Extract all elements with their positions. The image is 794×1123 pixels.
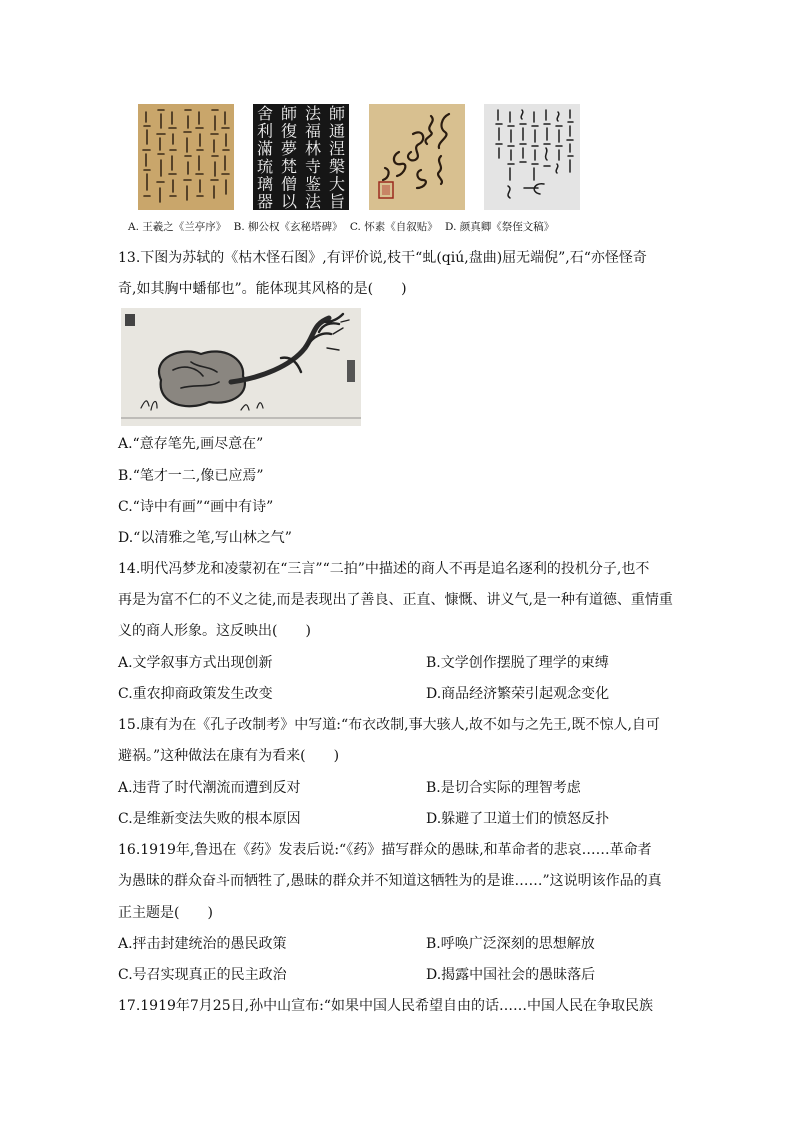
q15-stem-line1: 15.康有为在《孔子改制考》中写道:“布衣改制,事大骇人,故不如与之先王,既不惊人,自可 — [118, 717, 660, 733]
q15-option-c[interactable]: C.是维新变法失败的根本原因 — [118, 811, 301, 827]
rubbing-char: 僧 — [280, 174, 298, 194]
q15-stem-line2: 避祸。”这种做法在康有为看来( ) — [118, 748, 340, 764]
q16-option-a[interactable]: A.抨击封建统治的愚民政策 — [118, 936, 287, 952]
caption-d: D. 颜真卿《祭侄文稿》 — [445, 221, 555, 233]
rubbing-char: 復 — [280, 121, 298, 141]
calligraphy-captions — [128, 218, 648, 236]
q13-stem-line2: 奇,如其胸中蟠郁也”。能体现其风格的是( ) — [118, 281, 407, 297]
q14-option-a[interactable]: A.文学叙事方式出现创新 — [118, 655, 273, 671]
q16-stem-line2: 为愚昧的群众奋斗而牺牲了,愚昧的群众并不知道这牺牲为的是谁……”这说明该作品的真 — [118, 873, 662, 889]
q14-option-b[interactable]: B.文学创作摆脱了理学的束缚 — [426, 655, 609, 671]
rubbing-char: 舍 — [256, 104, 274, 123]
rubbing-char: 涅 — [328, 139, 346, 159]
rubbing-char: 琉 — [256, 156, 274, 176]
caption-c: C. 怀素《自叙贴》 — [349, 221, 438, 233]
q14-stem-line2: 再是为富不仁的不义之徒,而是表现出了善良、正直、慷慨、讲义气,是一种有道德、重情重 — [118, 592, 673, 608]
rubbing-char: 通 — [328, 121, 346, 141]
xuanmita-image — [253, 104, 349, 210]
rubbing-char: 利 — [256, 121, 274, 141]
q13-option-d[interactable]: D.“以清雅之笔,写山林之气” — [118, 530, 292, 546]
q14-option-d[interactable]: D.商品经济繁荣引起观念变化 — [426, 686, 610, 702]
kumu-guaishi-painting — [121, 308, 361, 426]
q13-option-b[interactable]: B.“笔才一二,像已应焉” — [118, 468, 264, 484]
rubbing-char: 福 — [304, 121, 322, 141]
rubbing-char: 大 — [328, 174, 346, 194]
rubbing-char: 器 — [256, 192, 274, 210]
caption-b: B. 柳公权《玄秘塔碑》 — [233, 221, 343, 233]
jizhiwengao-image — [484, 104, 580, 210]
rubbing-char: 槃 — [328, 156, 346, 176]
rubbing-char: 以 — [280, 192, 298, 210]
rubbing-char: 梵 — [280, 156, 298, 176]
rubbing-char: 旨 — [328, 192, 346, 210]
rubbing-char: 滿 — [256, 139, 274, 159]
rubbing-char: 林 — [304, 139, 322, 159]
q14-stem-line3: 义的商人形象。这反映出( ) — [118, 623, 311, 639]
zixutie-image — [369, 104, 465, 210]
rubbing-char: 法 — [304, 192, 322, 210]
q15-option-b[interactable]: B.是切合实际的理智考虑 — [426, 780, 581, 796]
q14-option-c[interactable]: C.重农抑商政策发生改变 — [118, 686, 273, 702]
q16-stem-line3: 正主题是( ) — [118, 905, 213, 921]
rubbing-char: 鉴 — [304, 174, 322, 194]
rubbing-char: 師 — [280, 104, 298, 123]
q16-option-d[interactable]: D.揭露中国社会的愚昧落后 — [426, 967, 596, 983]
q13-option-a[interactable]: A.“意存笔先,画尽意在” — [118, 436, 264, 452]
q15-option-d[interactable]: D.躲避了卫道士们的愤怒反扑 — [426, 811, 610, 827]
q13-stem-line1: 13.下图为苏轼的《枯木怪石图》,有评价说,枝干“虬(qiú,盘曲)屈无端倪”,石“亦怪怪奇 — [118, 250, 647, 266]
calligraphy-images — [138, 104, 588, 214]
rubbing-char: 璃 — [256, 174, 274, 194]
q16-stem-line1: 16.1919年,鲁迅在《药》发表后说:“《药》描写群众的愚昧,和革命者的悲哀……革命者 — [118, 842, 652, 858]
q16-option-b[interactable]: B.呼唤广泛深刻的思想解放 — [426, 936, 595, 952]
caption-a: A. 王羲之《兰亭序》 — [128, 221, 227, 233]
q14-stem-line1: 14.明代冯梦龙和凌蒙初在“三言”“二拍”中描述的商人不再是追名逐利的投机分子,也不 — [118, 561, 650, 577]
q13-option-c[interactable]: C.“诗中有画”“画中有诗” — [118, 499, 274, 515]
lantingxu-image — [138, 104, 234, 210]
rubbing-char: 寺 — [304, 156, 322, 176]
q17-stem-line1: 17.1919年7月25日,孙中山宣布:“如果中国人民希望自由的话……中国人民在争取民族 — [118, 998, 653, 1014]
q16-option-c[interactable]: C.号召实现真正的民主政治 — [118, 967, 287, 983]
rubbing-char: 師 — [328, 104, 346, 123]
rubbing-char: 夢 — [280, 139, 298, 159]
q15-option-a[interactable]: A.违背了时代潮流而遭到反对 — [118, 780, 301, 796]
rubbing-char: 法 — [304, 104, 322, 123]
